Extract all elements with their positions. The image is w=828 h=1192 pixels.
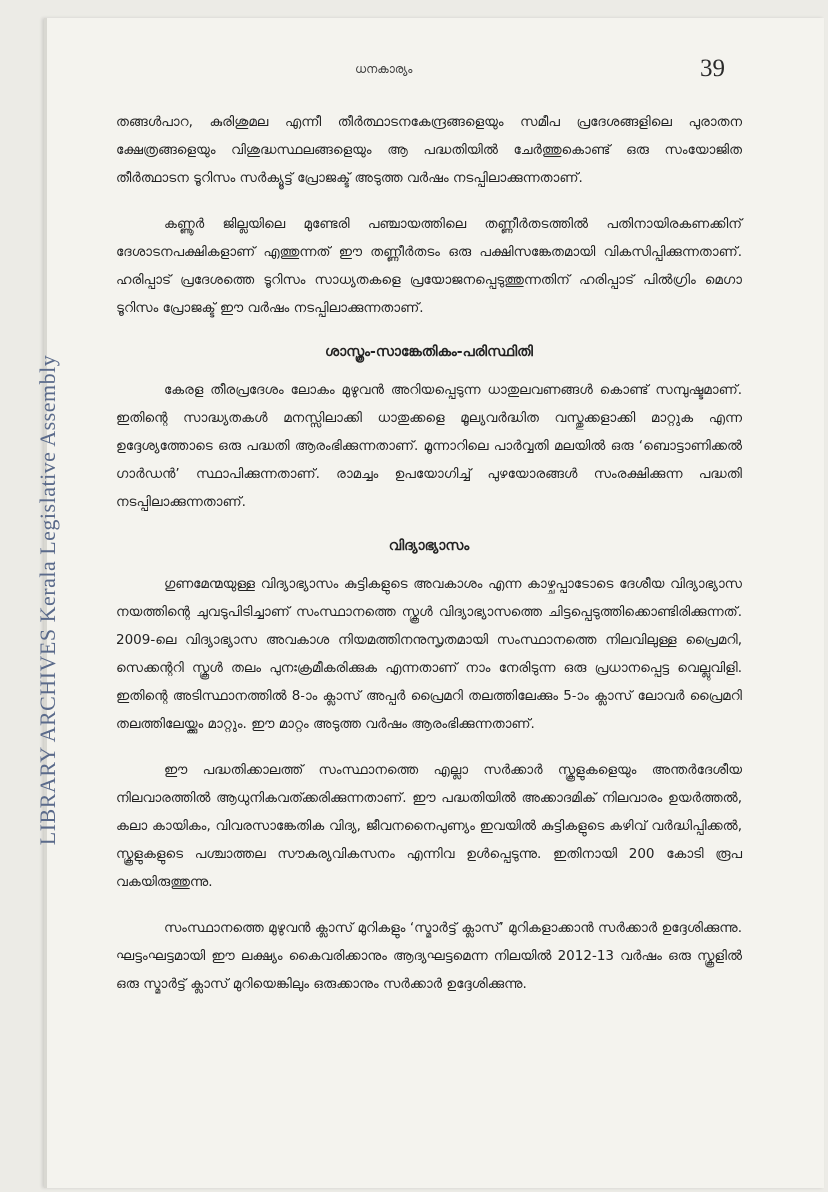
paragraph-pilgrimage-circuit: തങ്ങൾപാറ, കുരിശുമല എന്നീ തീർത്ഥാടനകേന്ദ്രങ്ങളെയും സമീപ പ്രദേശങ്ങളിലെ പുരാതന ക്ഷേത്രങ്ങളെയും വിശുദ്ധസ്ഥലങ്ങളെയും ആ പദ്ധതിയിൽ ചേർത്തുകൊണ്ട് ഒരു സംയോജിത തീർത്ഥാടന ടൂറിസം സർക്യൂട്ട് പ്രോജക്ട് അടുത്ത വർഷം നടപ്പിലാക്കുന്നതാണ്.	[116, 114, 742, 186]
section-heading-science: ശാസ്ത്രം-സാങ്കേതികം-പരിസ്ഥിതി	[325, 344, 533, 360]
section-heading-education: വിദ്യാഭ്യാസം	[388, 538, 470, 554]
paragraph-bird-sanctuary: കണ്ണൂർ ജില്ലയിലെ മുണ്ടേരി പഞ്ചായത്തിലെ തണ്ണീർതടത്തിൽ പതിനായിരകണക്കിന് ദേശാടനപക്ഷികളാണ് എത്തുന്നത് ഈ തണ്ണീർതടം ഒരു പക്ഷിസങ്കേതമായി വികസിപ്പിക്കുന്നതാണ്. ഹരിപ്പാട് പ്രദേശത്തെ ടൂറിസം സാധ്യതകളെ പ്രയോജനപ്പെടുത്തുന്നതിന് ഹരിപ്പാട് പിൽഗ്രിം മെഗാ ടൂറിസം പ്രോജക്ട് ഈ വർഷം നടപ്പിലാക്കുന്നതാണ്.	[116, 216, 742, 316]
archive-watermark: LIBRARY ARCHIVES Kerala Legislative Assembly	[35, 354, 60, 846]
page-number: 39	[700, 55, 725, 82]
paragraph-education-reform: ഗുണമേന്മയുള്ള വിദ്യാഭ്യാസം കുട്ടികളുടെ അവകാശം എന്ന കാഴ്ചപ്പാടോടെ ദേശീയ വിദ്യാഭ്യാസ നയത്തിന്റെ ചുവടുപിടിച്ചാണ് സംസ്ഥാനത്തെ സ്കൂൾ വിദ്യാഭ്യാസത്തെ ചിട്ടപ്പെടുത്തിക്കൊണ്ടിരിക്കുന്നത്. 2009-ലെ വിദ്യാഭ്യാസ അവകാശ നിയമത്തിനനുസൃതമായി സംസ്ഥാനത്തെ നിലവിലുള്ള പ്രൈമറി, സെക്കന്ററി സ്കൂൾ തലം പുനഃക്രമീകരിക്കുക എന്നതാണ് നാം നേരിടുന്ന ഒരു പ്രധാനപ്പെട്ട വെല്ലുവിളി. ഇതിന്റെ അടിസ്ഥാനത്തിൽ 8-ാം ക്ലാസ് അപ്പർ പ്രൈമറി തലത്തിലേക്കും 5-ാം ക്ലാസ് ലോവർ പ്രൈമറി തലത്തിലേയ്ക്കും മാറ്റും. ഈ മാറ്റം അടുത്ത വർഷം ആരംഭിക്കുന്നതാണ്.	[116, 576, 742, 732]
paragraph-minerals: കേരള തീരപ്രദേശം ലോകം മുഴുവൻ അറിയപ്പെടുന്ന ധാതുലവണങ്ങൾ കൊണ്ട് സമ്പുഷ്ടമാണ്. ഇതിന്റെ സാദ്ധ്യതകൾ മനസ്സിലാക്കി ധാതുക്കളെ മൂല്യവർദ്ധിത വസ്തുക്കളാക്കി മാറ്റുക എന്ന ഉദ്ദേശ്യത്തോടെ ഒരു പദ്ധതി ആരംഭിക്കുന്നതാണ്. മൂന്നാറിലെ പാർവ്വതി മലയിൽ ഒരു ‘ബൊട്ടാണിക്കൽ ഗാർഡൻ’ സ്ഥാപിക്കുന്നതാണ്. രാമച്ചം ഉപയോഗിച്ച് പുഴയോരങ്ങൾ സംരക്ഷിക്കുന്ന പദ്ധതി നടപ്പിലാക്കുന്നതാണ്.	[116, 382, 742, 510]
paragraph-school-modernisation: ഈ പദ്ധതിക്കാലത്ത് സംസ്ഥാനത്തെ എല്ലാ സർക്കാർ സ്കൂളുകളെയും അന്തർദേശീയ നിലവാരത്തിൽ ആധുനികവത്ക്കരിക്കുന്നതാണ്. ഈ പദ്ധതിയിൽ അക്കാദമിക് നിലവാരം ഉയർത്തൽ, കലാ കായികം, വിവരസാങ്കേതിക വിദ്യ, ജീവനനൈപുണ്യം ഇവയിൽ കുട്ടികളുടെ കഴിവ് വർദ്ധിപ്പിക്കൽ, സ്കൂളുകളുടെ പശ്ചാത്തല സൗകര്യവികസനം എന്നിവ ഉൾപ്പെടുന്നു. ഇതിനായി 200 കോടി രൂപ വകയിരുത്തുന്നു.	[116, 762, 742, 890]
running-header: ധനകാര്യം	[355, 62, 413, 76]
page-body	[116, 108, 742, 1016]
paragraph-smart-class: സംസ്ഥാനത്തെ മുഴുവൻ ക്ലാസ് മുറികളും ‘സ്മാർട്ട് ക്ലാസ്’ മുറികളാക്കാൻ സർക്കാർ ഉദ്ദേശിക്കുന്നു. ഘട്ടംഘട്ടമായി ഈ ലക്ഷ്യം കൈവരിക്കാനും ആദ്യഘട്ടമെന്ന നിലയിൽ 2012-13 വർഷം ഒരു സ്കൂളിൽ ഒരു സ്മാർട്ട് ക്ലാസ് മുറിയെങ്കിലും ഒരുക്കാനും സർക്കാർ ഉദ്ദേശിക്കുന്നു.	[116, 920, 742, 992]
